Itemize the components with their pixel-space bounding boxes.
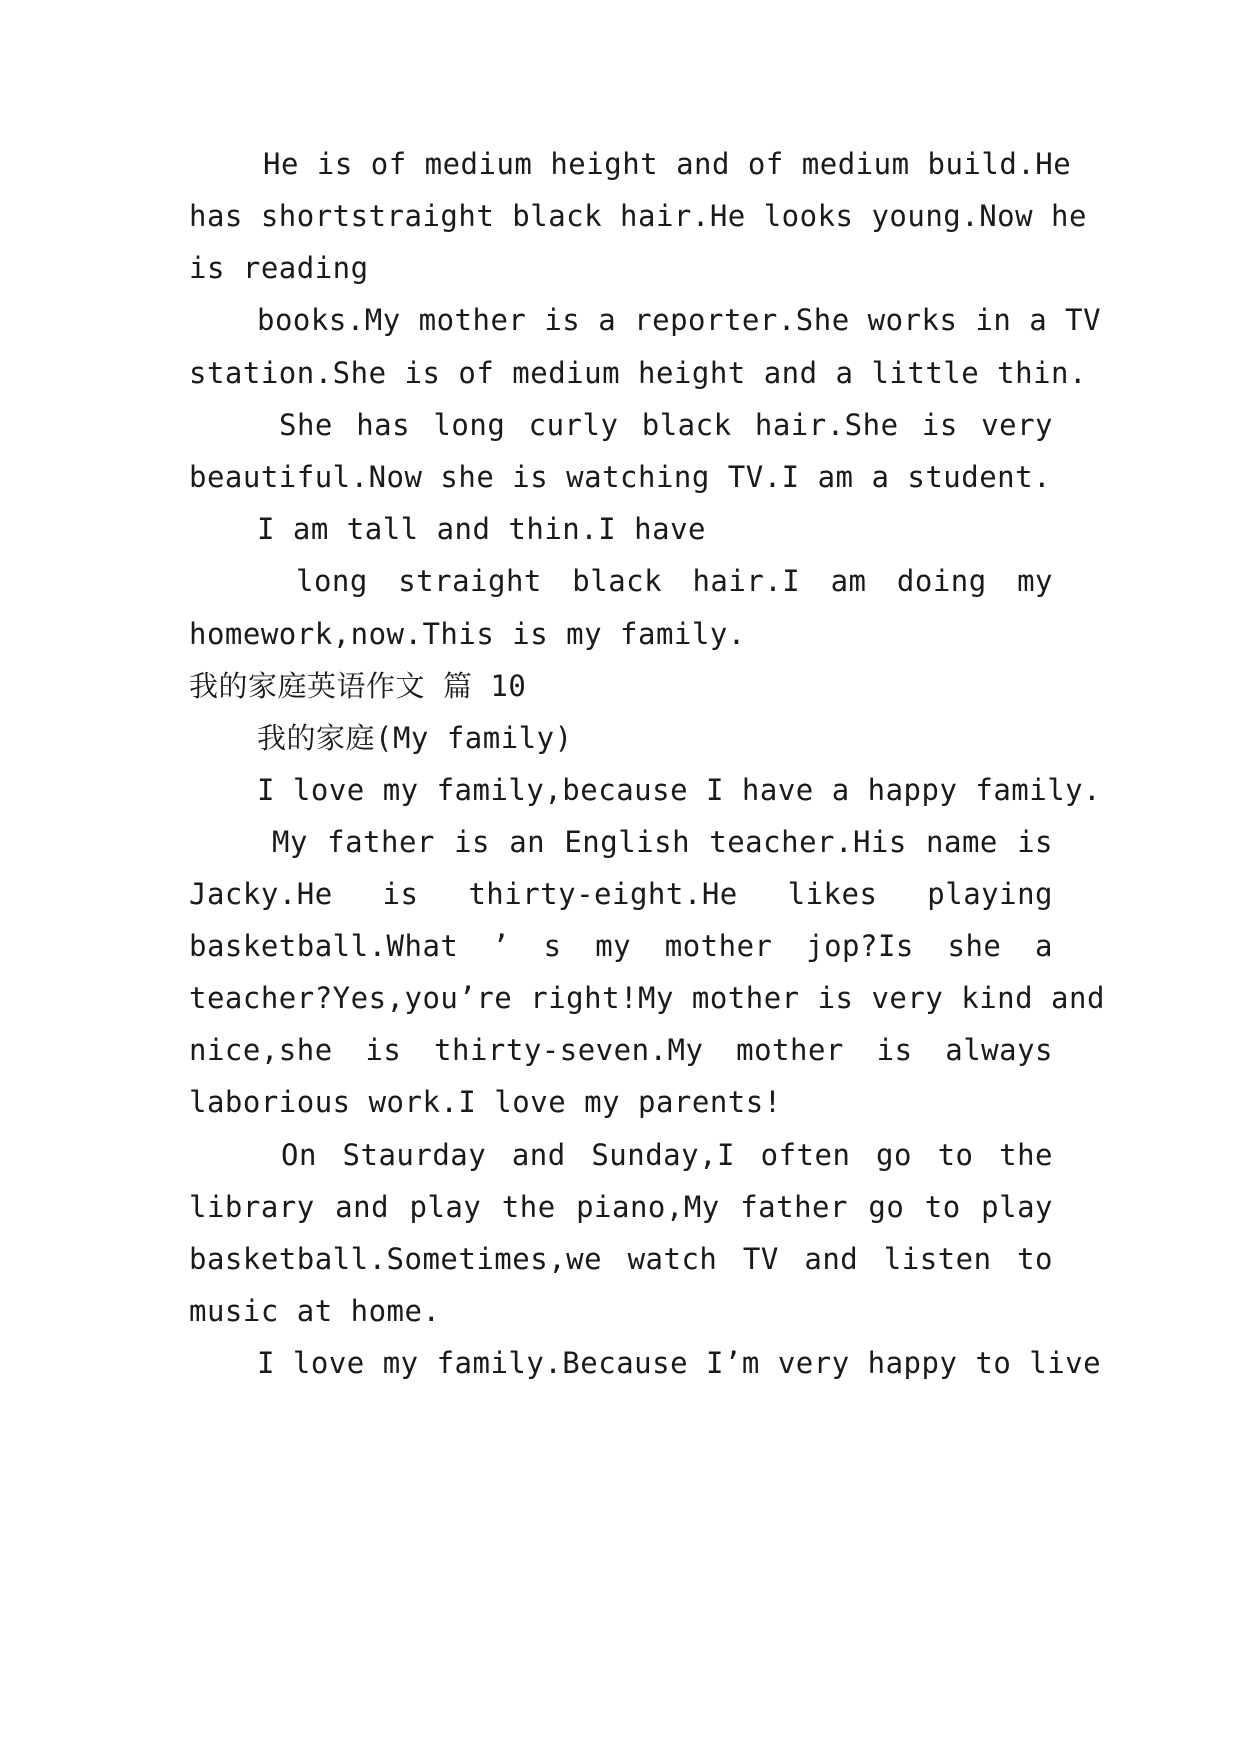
paragraph-line: basketball.What ’ s my mother jop?Is she a	[189, 929, 1053, 963]
section-heading: 我的家庭英语作文 篇 10	[189, 669, 527, 703]
paragraph-line: is reading	[189, 251, 369, 285]
paragraph-line: I love my family.Because I’m very happy to live	[257, 1346, 1102, 1380]
paragraph-line: He is of medium height and of medium build.He	[263, 147, 1072, 181]
paragraph-line: has shortstraight black hair.He looks young.Now he	[189, 199, 1087, 233]
paragraph-line: laborious work.I love my parents!	[189, 1085, 782, 1119]
paragraph-line: beautiful.Now she is watching TV.I am a student.	[189, 460, 1052, 494]
paragraph-line: basketball.Sometimes,we watch TV and listen to	[189, 1242, 1053, 1276]
paragraph-line: books.My mother is a reporter.She works in a TV	[257, 303, 1102, 337]
paragraph-line: homework,now.This is my family.	[189, 617, 746, 651]
paragraph-line: On Staurday and Sunday,I often go to the	[281, 1138, 1053, 1172]
essay-title: 我的家庭(My family)	[257, 721, 573, 755]
paragraph-line: She has long curly black hair.She is very	[279, 408, 1053, 442]
paragraph-line: library and play the piano,My father go to play	[189, 1190, 1053, 1224]
paragraph-line: Jacky.He is thirty-eight.He likes playing	[189, 877, 1053, 911]
paragraph-line: nice,she is thirty-seven.My mother is always	[189, 1033, 1053, 1067]
paragraph-line: station.She is of medium height and a little thin.	[189, 356, 1087, 390]
paragraph-line: long straight black hair.I am doing my	[296, 564, 1053, 598]
paragraph-line: I am tall and thin.I have	[257, 512, 706, 546]
paragraph-line: My father is an English teacher.His name is	[272, 825, 1053, 859]
paragraph-line: I love my family,because I have a happy family.	[257, 773, 1102, 807]
paragraph-line: music at home.	[189, 1294, 441, 1328]
paragraph-line: teacher?Yes,you’re right!My mother is very kind and	[189, 981, 1105, 1015]
